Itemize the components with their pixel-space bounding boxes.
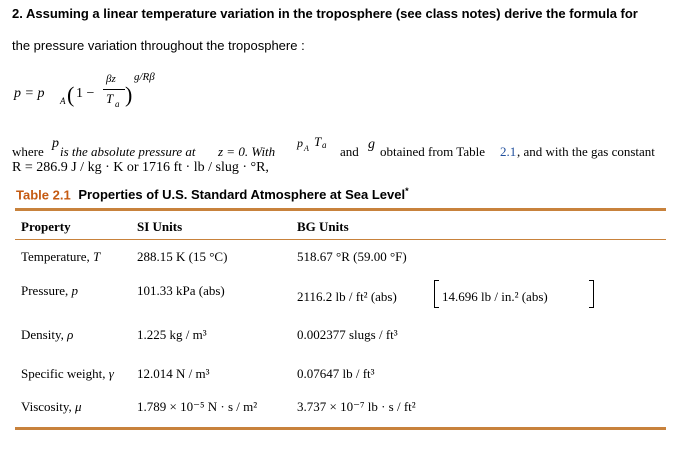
question-line-2: the pressure variation throughout the troposphere : bbox=[12, 38, 305, 53]
bracket-left bbox=[434, 280, 439, 308]
table-row bbox=[21, 249, 100, 265]
row-si-value: 12.014 N / m³ bbox=[137, 366, 210, 381]
where-line-2: R = 286.9 J / kg · K or 1716 ft · lb / slug · °R, bbox=[12, 160, 269, 175]
row-bg-value: 0.07647 lb / ft³ bbox=[297, 366, 375, 381]
table-title-footnote-mark: * bbox=[405, 186, 409, 196]
table-reference-link[interactable]: 2.1 bbox=[500, 144, 517, 159]
formula-one-minus: 1 − bbox=[76, 86, 95, 101]
table-bottom-rule bbox=[15, 427, 666, 430]
symbol-Ta: T bbox=[314, 134, 322, 149]
formula-denominator: T bbox=[106, 91, 114, 106]
symbol-pA: p bbox=[297, 136, 303, 150]
row-bg-value: 0.002377 slugs / ft³ bbox=[297, 327, 398, 342]
row-si-value: 1.225 kg / m³ bbox=[137, 327, 207, 342]
header-property: Property bbox=[21, 219, 71, 234]
row-bg-value: 518.67 °R (59.00 °F) bbox=[297, 249, 407, 264]
symbol-pA-sub: A bbox=[304, 144, 309, 153]
formula-exponent: g/Rβ bbox=[134, 71, 155, 83]
row-property: Pressure, bbox=[21, 283, 69, 298]
row-si-value: 1.789 × 10⁻⁵ N · s / m² bbox=[137, 399, 258, 414]
row-symbol: p bbox=[71, 283, 79, 298]
row-symbol: ρ bbox=[67, 327, 74, 342]
table-top-rule bbox=[15, 208, 666, 211]
row-bg-value: 2116.2 lb / ft² (abs) bbox=[297, 289, 397, 304]
where-abs-pressure-text: is the absolute pressure at bbox=[60, 144, 196, 159]
formula-numerator: βz bbox=[106, 73, 116, 85]
row-symbol: T bbox=[93, 249, 101, 264]
row-bg-value: 3.737 × 10⁻⁷ lb · s / ft² bbox=[297, 399, 416, 414]
table-row bbox=[21, 327, 73, 343]
row-property: Viscosity, bbox=[21, 399, 72, 414]
table-title bbox=[16, 186, 409, 202]
symbol-g: g bbox=[368, 137, 375, 152]
row-symbol: μ bbox=[75, 399, 82, 414]
row-property: Density, bbox=[21, 327, 64, 342]
table-label: Table 2.1 bbox=[16, 187, 71, 203]
where-gas-constant: , and with the gas constant bbox=[517, 144, 655, 159]
where-line-1 bbox=[12, 134, 678, 160]
table-title-text: Properties of U.S. Standard Atmosphere at Sea Level bbox=[78, 187, 406, 203]
symbol-Ta-sub: a bbox=[322, 140, 327, 150]
formula-den-sub: a bbox=[115, 99, 120, 109]
row-property: Temperature, bbox=[21, 249, 90, 264]
header-bg-units: BG Units bbox=[297, 219, 349, 234]
row-si-value: 288.15 K (15 °C) bbox=[137, 249, 228, 264]
where-and: and bbox=[340, 144, 359, 159]
table-header-rule bbox=[15, 239, 666, 240]
question-line-1: 2. Assuming a linear temperature variation in the troposphere (see class notes) derive the formula for bbox=[12, 6, 638, 21]
where-word: where bbox=[12, 144, 44, 159]
header-si-units: SI Units bbox=[137, 219, 183, 234]
formula-close-paren: ) bbox=[125, 82, 133, 107]
table-row bbox=[21, 283, 78, 299]
symbol-p: p bbox=[52, 136, 59, 151]
bracket-right bbox=[589, 280, 594, 308]
row-si-value: 101.33 kPa (abs) bbox=[137, 283, 225, 298]
row-symbol: γ bbox=[108, 366, 114, 381]
formula-lhs-sub: A bbox=[60, 96, 66, 106]
row-bg-extra-value: 14.696 lb / in.² (abs) bbox=[442, 289, 548, 304]
table-row bbox=[21, 366, 114, 382]
formula-lhs: p = p bbox=[14, 86, 45, 101]
where-z0-text: z = 0. With bbox=[218, 144, 276, 159]
formula-open-paren: ( bbox=[67, 82, 75, 107]
table-row bbox=[21, 399, 82, 415]
row-property: Specific weight, bbox=[21, 366, 106, 381]
fraction-bar bbox=[103, 89, 125, 90]
where-obtained: obtained from Table bbox=[380, 144, 485, 159]
